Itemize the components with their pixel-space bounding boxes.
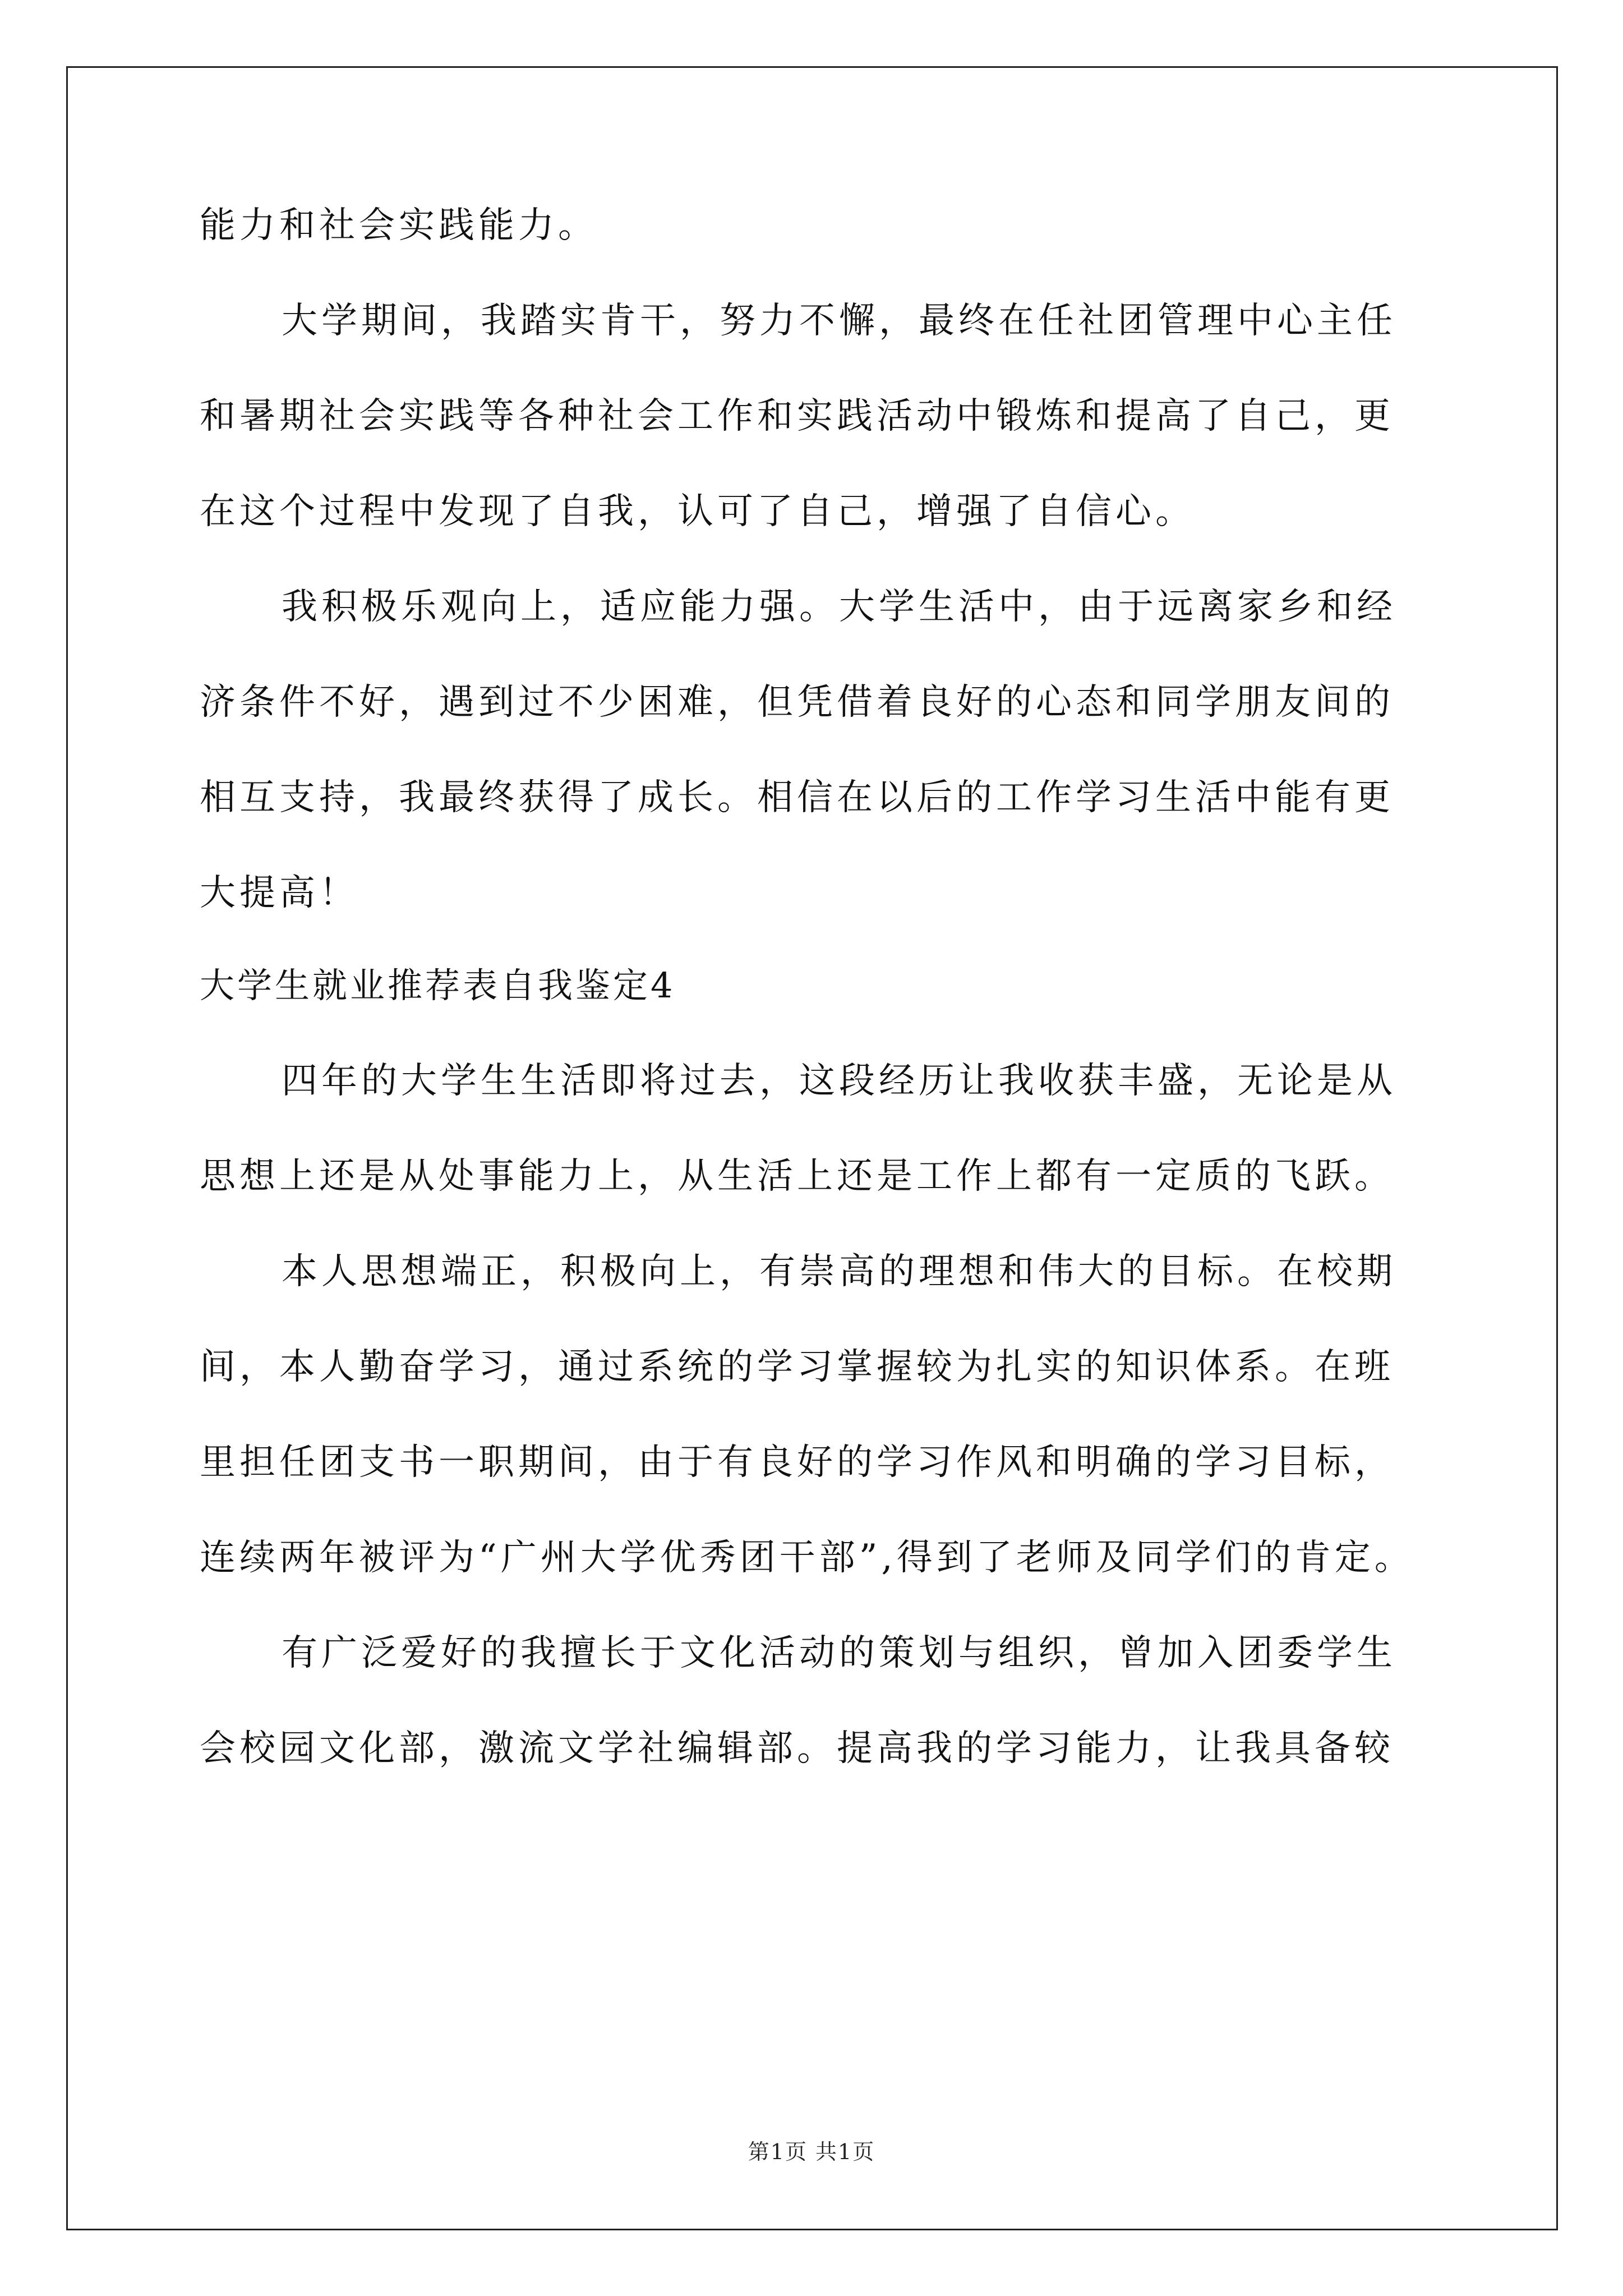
paragraph-line: 连续两年被评为“广州大学优秀团干部”,得到了老师及同学们的肯定。 [200, 1537, 1414, 1579]
paragraph-line: 相互支持，我最终获得了成长。相信在以后的工作学习生活中能有更 [200, 777, 1394, 818]
paragraph-line: 能力和社会实践能力。 [200, 205, 598, 246]
page-number-footer: 第1页 共1页 [748, 2139, 875, 2164]
paragraph-line: 本人思想端正，积极向上，有崇高的理想和伟大的目标。在校期 [282, 1251, 1396, 1292]
paragraph-line: 有广泛爱好的我擅长于文化活动的策划与组织，曾加入团委学生 [282, 1632, 1396, 1674]
paragraph-line: 在这个过程中发现了自我，认可了自己，增强了自信心。 [200, 491, 1195, 532]
paragraph-line: 我积极乐观向上，适应能力强。大学生活中，由于远离家乡和经 [282, 586, 1396, 628]
paragraph-line: 四年的大学生生活即将过去，这段经历让我收获丰盛，无论是从 [282, 1060, 1396, 1102]
section-heading: 大学生就业推荐表自我鉴定4 [200, 965, 676, 1006]
paragraph-line: 和暑期社会实践等各种社会工作和实践活动中锻炼和提高了自己，更 [200, 395, 1394, 437]
paragraph-line: 大学期间，我踏实肯干，努力不懈，最终在任社团管理中心主任 [282, 300, 1396, 342]
page-border [66, 66, 1558, 2230]
paragraph-line: 大提高！ [200, 872, 359, 914]
paragraph-line: 会校园文化部，激流文学社编辑部。提高我的学习能力，让我具备较 [200, 1728, 1394, 1769]
paragraph-line: 济条件不好，遇到过不少困难，但凭借着良好的心态和同学朋友间的 [200, 682, 1394, 723]
paragraph-line: 思想上还是从处事能力上，从生活上还是工作上都有一定质的飞跃。 [200, 1156, 1394, 1197]
paragraph-line: 间，本人勤奋学习，通过系统的学习掌握较为扎实的知识体系。在班 [200, 1346, 1394, 1388]
paragraph-line: 里担任团支书一职期间，由于有良好的学习作风和明确的学习目标， [200, 1442, 1394, 1483]
